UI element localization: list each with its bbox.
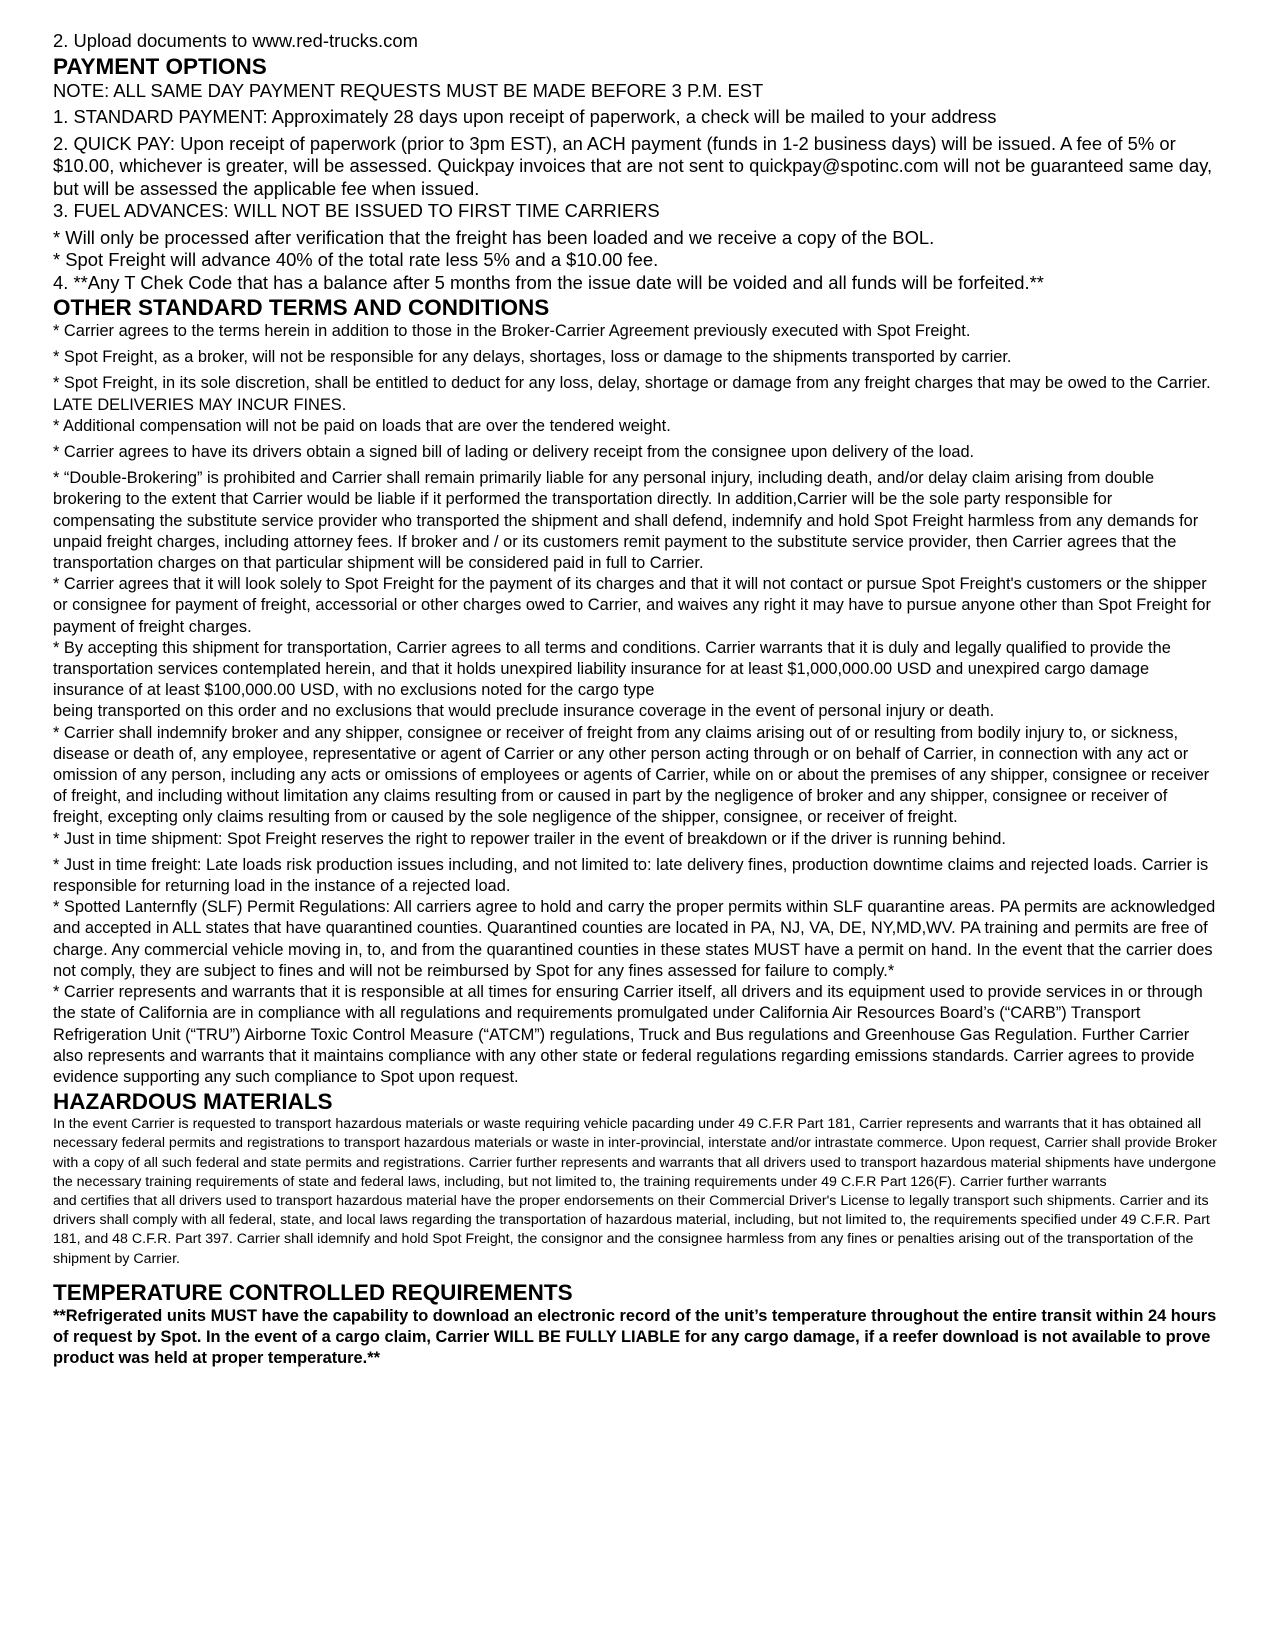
upload-instruction: 2. Upload documents to www.red-trucks.com [53,30,418,51]
term-item: * Spot Freight, in its sole discretion, shall be entitled to deduct for any loss, delay, shortage or damage from any freight charges that may be owed to the Carrier. LATE DELIVERIES MAY INCUR FINES. [53,374,1211,414]
term-item: * Just in time freight: Late loads risk production issues including, and not limited to: late delivery fines, production downtime claims and rejected loads. Carrier is responsible for returning load in the instance of a rejected load. [53,855,1209,896]
quick-pay: 2. QUICK PAY: Upon receipt of paperwork (prior to 3pm EST), an ACH payment (funds in 1-2 business days) will be issued. A fee of 5% or $10.00, whichever is greater, will be assessed. Quickpay invoices that are not sent to quickpay@spotinc.com will not be guaranteed same day, but will be assessed the applicable fee when issued. [53,132,1213,199]
hazmat-paragraph: In the event Carrier is requested to transport hazardous materials or waste requiring vehicle pacarding under 49 C.F.R Part 181, Carrier represents and warrants that it has obtained all necessary federal permits and registrations to transport hazardous materials or waste in inter-provincial, interstate and/or intrastate commerce. Upon request, Carrier shall provide Broker with a copy of all such federal and state permits and registrations. Carrier further represents and warrants that all drivers used to transport hazardous material shipments have undergone the necessary training requirements of state and federal laws, including, but not limited to, the training requirements under 49 C.F.R Part 126(F). Carrier further warrants [53,1116,1217,1190]
term-item: * By accepting this shipment for transportation, Carrier agrees to all terms and conditions. Carrier warrants that it is duly and legally qualified to provide the transportation services contemplated herein, and that it holds unexpired liability insurance for at least $1,000,000.00 USD and unexpired cargo damage insurance of at least $100,000.00 USD, with no exclusions noted for the cargo type [53,638,1171,700]
hazardous-materials-heading: HAZARDOUS MATERIALS [53,1089,333,1115]
term-item: * Carrier shall indemnify broker and any shipper, consignee or receiver of freight from any claims arising out of or resulting from bodily injury to, or sickness, disease or death of, any employee, representative or agent of Carrier or any other person acting through or on behalf of Carrier, in connection with any act or omission of any person, including any acts or omissions of employees or agents of Carrier, while on or about the premises of any shipper, consignee or receiver of freight, and including without limitation any claims resulting from or caused in part by the negligence of broker and any shipper, consignee or receiver of freight, excepting only claims resulting from or caused by the sole negligence of the shipper, consignee, or receiver of freight. [53,723,1210,827]
tchek-note: 4. **Any T Chek Code that has a balance after 5 months from the issue date will be voided and all funds will be forfeited.** [53,271,1044,293]
payment-note: NOTE: ALL SAME DAY PAYMENT REQUESTS MUST BE MADE BEFORE 3 P.M. EST [53,79,764,101]
term-item: * “Double-Brokering” is prohibited and Carrier shall remain primarily liable for any personal injury, including death, and/or delay claim arising from double brokering to the extent that Carrier would be liable if it performed the transportation directly. In addition,Carrier will be the sole party responsible for compensating the substitute service provider who transported the shipment and shall defend, indemnify and hold Spot Freight harmless from any demands for unpaid freight charges, including attorney fees. If broker and / or its customers remit payment to the substitute service provider, then Carrier agrees that the transportation charges on that particular shipment will be considered paid in full to Carrier. [53,469,1199,573]
fuel-advances: 3. FUEL ADVANCES: WILL NOT BE ISSUED TO FIRST TIME CARRIERS [53,200,660,221]
term-item: being transported on this order and no exclusions that would preclude insurance coverage in the event of personal injury or death. [53,702,995,721]
term-item: * Carrier agrees to have its drivers obtain a signed bill of lading or delivery receipt from the consignee upon delivery of the load. [53,443,975,462]
document-page [53,30,1218,1369]
payment-options-heading: PAYMENT OPTIONS [53,53,267,79]
term-item: * Spot Freight, as a broker, will not be responsible for any delays, shortages, loss or damage to the shipments transported by carrier. [53,348,1012,367]
term-item: * Spotted Lanternfly (SLF) Permit Regulations: All carriers agree to hold and carry the proper permits within SLF quarantine areas. PA permits are acknowledged and accepted in ALL states that have quarantined counties. Quarantined counties are located in PA, NJ, VA, DE, NY,MD,WV. PA training and permits are free of charge. Any commercial vehicle moving in, to, and from the quarantined counties in these states MUST have a permit on hand. In the event that the carrier does not comply, they are subject to fines and will not be reimbursed by Spot for any fines assessed for failure to comply.* [53,898,1216,980]
fuel-bullet-1: * Will only be processed after verification that the freight has been loaded and we receive a copy of the BOL. [53,226,935,248]
term-item: * Carrier represents and warrants that it is responsible at all times for ensuring Carrier itself, all drivers and its equipment used to provide services in or through the state of California are in compliance with all regulations and requirements promulgated under California Air Resources Board’s (“CARB”) Transport Refrigeration Unit (“TRU”) Airborne Toxic Control Measure (“ATCM”) regulations, Truck and Bus regulations and Greenhouse Gas Regulation. Further Carrier also represents and warrants that it maintains compliance with any other state or federal regulations regarding emissions standards. Carrier agrees to provide evidence supporting any such compliance to Spot upon request. [53,983,1203,1086]
standard-payment: 1. STANDARD PAYMENT: Approximately 28 days upon receipt of paperwork, a check will be mailed to your address [53,106,997,127]
term-item: * Just in time shipment: Spot Freight reserves the right to repower trailer in the event of breakdown or if the driver is running behind. [53,829,1006,848]
temperature-heading: TEMPERATURE CONTROLLED REQUIREMENTS [53,1279,573,1305]
term-item: * Additional compensation will not be paid on loads that are over the tendered weight. [53,416,671,435]
terms-heading: OTHER STANDARD TERMS AND CONDITIONS [53,295,550,320]
term-item: * Carrier agrees to the terms herein in addition to those in the Broker-Carrier Agreement previously executed with Spot Freight. [53,322,971,340]
hazmat-paragraph: and certifies that all drivers used to transport hazardous material have the proper endorsements on their Commercial Driver's License to legally transport such shipments. Carrier and its drivers shall comply with all federal, state, and local laws regarding the transportation of hazardous material, including, but not limited to, the requirements specified under 49 C.F.R. Part 181, and 48 C.F.R. Part 397. Carrier shall idemnify and hold Spot Freight, the consignor and the consignee harmless from any fines or penalties arising out of the transportation of the shipment by Carrier. [53,1192,1210,1267]
temperature-paragraph: **Refrigerated units MUST have the capability to download an electronic record of the unit’s temperature throughout the entire transit within 24 hours of request by Spot. In the event of a cargo claim, Carrier WILL BE FULLY LIABLE for any cargo damage, if a reefer download is not available to prove product was held at proper temperature.** [53,1306,1217,1368]
fuel-bullet-2: * Spot Freight will advance 40% of the total rate less 5% and a $10.00 fee. [53,249,659,270]
term-item: * Carrier agrees that it will look solely to Spot Freight for the payment of its charges and that it will not contact or pursue Spot Freight's customers or the shipper or consignee for payment of freight, accessorial or other charges owed to Carrier, and waives any right it may have to pursue anyone other than Spot Freight for payment of freight charges. [53,575,1211,636]
